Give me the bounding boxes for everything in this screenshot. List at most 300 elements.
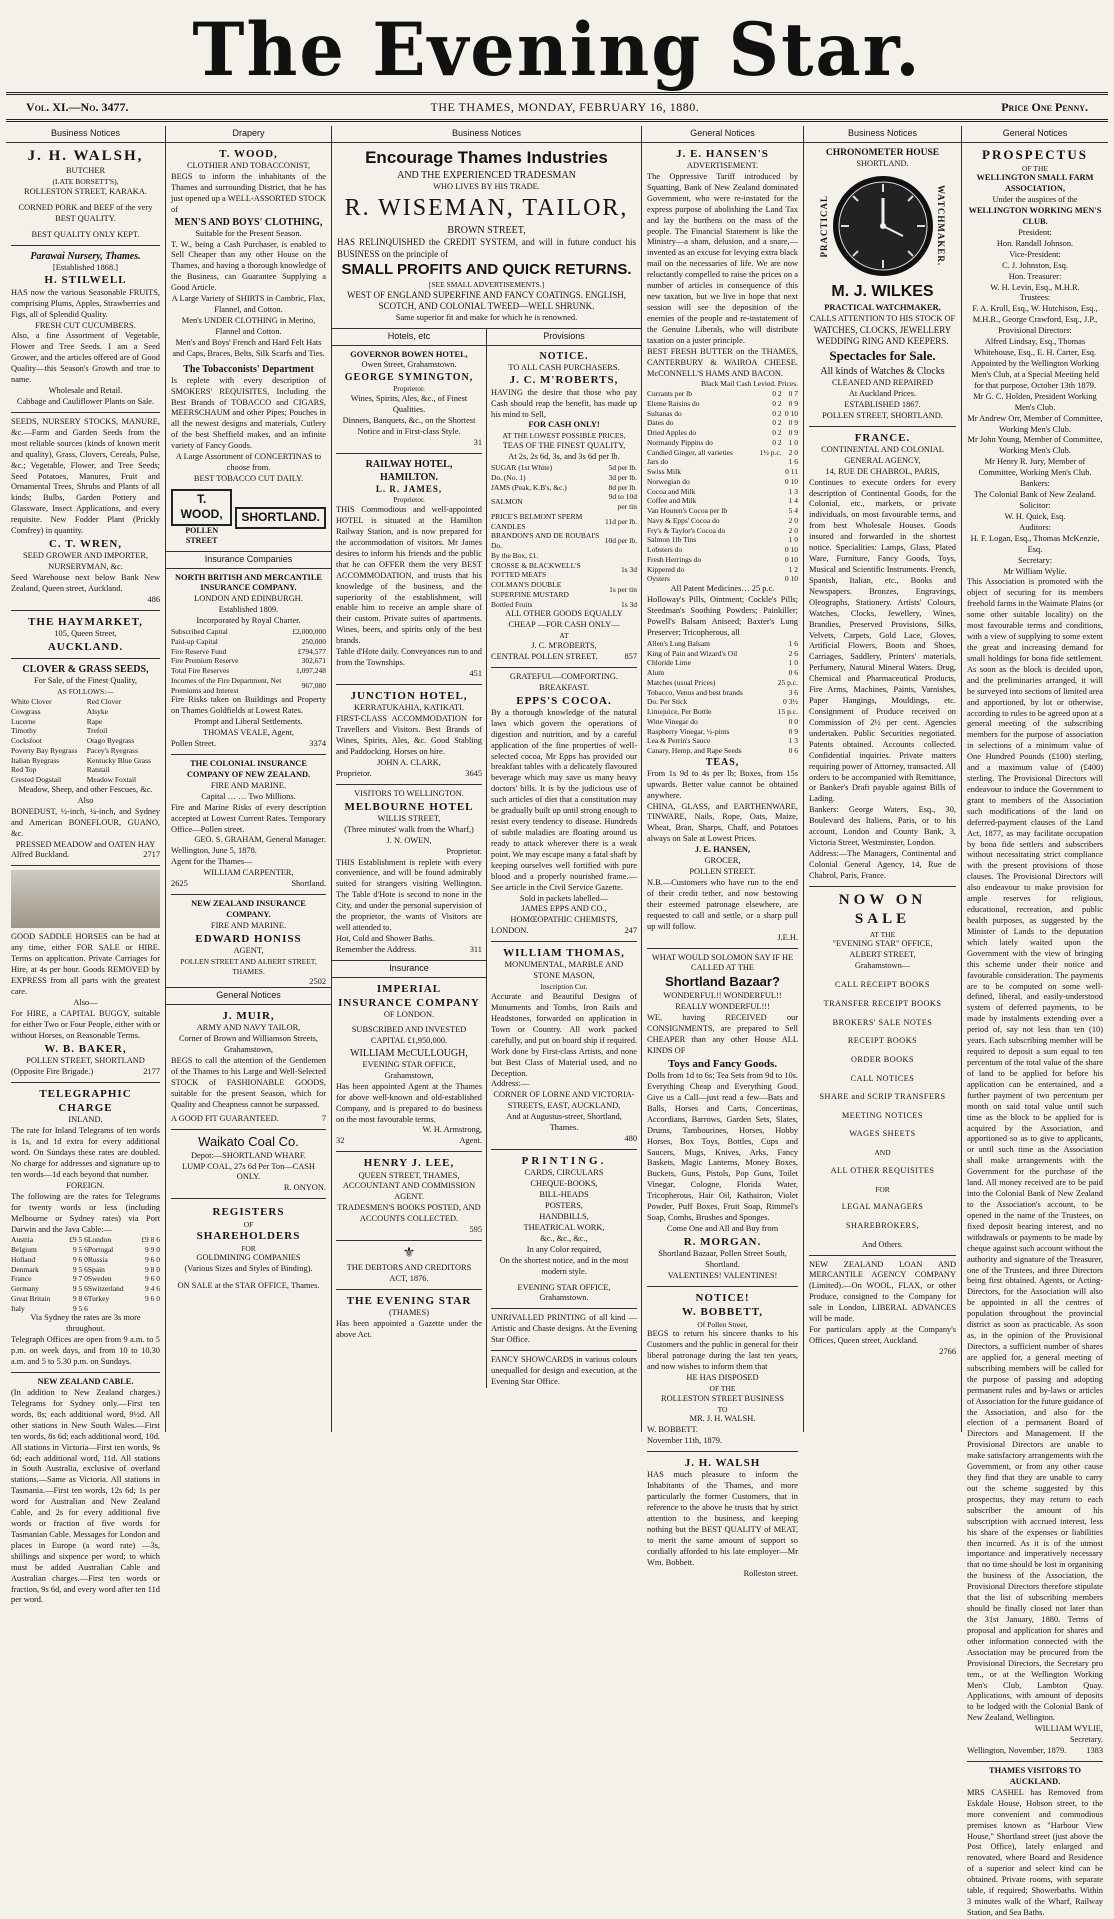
table-row xyxy=(647,506,798,516)
table-cell: 2 0 xyxy=(788,525,798,535)
ad-address: 105, Queen Street, xyxy=(54,629,117,639)
ad-text: Come One and All and Buy from xyxy=(666,1224,779,1233)
divider xyxy=(11,865,160,866)
section-header: Provisions xyxy=(486,329,642,346)
list-item: THEATRICAL WORK, xyxy=(523,1222,605,1232)
ad-body: For particulars apply at the Company's Offices, Queen street, Auckland. xyxy=(809,1325,956,1345)
table-row xyxy=(647,399,798,409)
table-cell: JAMS (Peak, K.B's, &c.) xyxy=(491,482,567,492)
ad-text: AT THE xyxy=(869,929,896,939)
ad-address: QUEEN STREET, THAMES, xyxy=(358,1170,460,1180)
table-cell: Crested Dogstail xyxy=(11,775,62,785)
table-cell: 0 6 xyxy=(788,746,798,756)
table-cell: 0 10 xyxy=(784,408,798,418)
ad-address: Owen Street, Grahamstown. xyxy=(361,360,457,370)
ad-name: MELBOURNE HOTEL xyxy=(344,800,474,813)
divider xyxy=(967,1761,1103,1762)
ad-number: 1383 xyxy=(1086,1746,1103,1756)
ad-number: 857 xyxy=(624,651,637,661)
list-item: SHAREBROKERS, xyxy=(845,1220,920,1230)
ad-body: LUMP COAL, 27s 6d Per Ton—CASH ONLY. xyxy=(182,1161,315,1182)
ad-body: Telegraph Offices are open from 9 a.m. to 5 p.m. on week days, and from 10 to 10.30 a.m. and 5 to 5.30 p.m. on Sundays. xyxy=(11,1335,160,1367)
ad-body: T. W., being a Cash Purchaser, is enabled to Sell Cheaper than any other House on the Thames, and having a thorough knowledge of the Business, can Guarantee Supplying a Good Article. xyxy=(171,239,326,293)
ad-name: L. R. JAMES, xyxy=(375,483,443,494)
table-cell: 5 4 xyxy=(788,506,798,516)
ad-address: WILLIS STREET, xyxy=(377,813,441,823)
table-cell: Matches (usual Prices) xyxy=(647,677,716,687)
divider xyxy=(336,784,482,785)
table-row xyxy=(11,697,160,707)
table-cell: 9 6 0 xyxy=(145,1274,160,1284)
table-cell: Do. (No. 1) xyxy=(491,472,526,482)
table-row xyxy=(491,483,637,493)
ad-title: RAILWAY HOTEL, HAMILTON. xyxy=(365,458,453,483)
ad-text: Wholesale and Retail. xyxy=(48,386,123,396)
ad-subtitle: FIRE AND MARINE. xyxy=(210,920,287,930)
ad-address: Rolleston street. xyxy=(743,1568,798,1578)
north-british-ad xyxy=(171,573,326,750)
table-cell: Fire Reserve Fund xyxy=(171,646,227,656)
list-item: BROKERS' SALE NOTES xyxy=(832,1017,933,1027)
ad-title: WHAT WOULD SOLOMON SAY IF HE CALLED AT THE xyxy=(651,952,794,973)
ad-body: Fire Risks taken on Buildings and Property on Thames Goldfields at Lowest Rates. xyxy=(171,695,326,716)
list-item: modern style. xyxy=(541,1266,587,1276)
ad-name: W. BOBBETT, xyxy=(681,1306,763,1319)
table-row xyxy=(647,389,798,399)
ad-body: The Oppressive Tariff introduced by Squatting, Bank of New Zealand dominated Government, who were re-instated for the express purpose of abolishing the Land Tax and lay the burthens on the mass of the people. The Financial Statement is like the Ministry—a sham, delusion, and a snare,—invented as an excuse for levying extra black mail on the necessaries of life. We are now reluctantly compelled to raise the prices on a number of articles in consequence of this new taxation, but we live in hope that next session will see the deposition of the enemies of the people and re-instatement of the Genuine Liberals, who will distribute taxation on a juster principle. xyxy=(647,171,798,345)
section-header: General Notices xyxy=(166,987,331,1005)
divider xyxy=(171,754,326,755)
table-cell: 0 2 xyxy=(772,418,782,428)
ad-title: REGISTERS xyxy=(212,1206,285,1219)
table-cell: 0 10 xyxy=(784,574,798,584)
list-item: Vice-President: xyxy=(1009,249,1061,259)
ad-text: Remember the Address. xyxy=(336,944,417,954)
table-cell: 0 10 xyxy=(784,476,798,486)
table-row xyxy=(171,656,326,666)
table-row xyxy=(491,531,637,551)
nursery-ad xyxy=(11,250,160,408)
ad-note: [Established 1868.] xyxy=(52,262,119,272)
ad-date: Wellington, November, 1879. xyxy=(967,1746,1067,1756)
ad-text: A GOOD FIT GUARANTEED. xyxy=(171,1113,279,1123)
table-cell: 3 6 xyxy=(788,687,798,697)
officers-list xyxy=(967,228,1103,578)
ad-text: AND xyxy=(874,1148,891,1158)
ad-text: Prompt and Liberal Settlements. xyxy=(194,717,303,727)
table-cell: Norwegian do xyxy=(647,476,690,486)
ad-text: Under the auspices of the xyxy=(992,195,1078,205)
table-cell: Italian Ryegrass xyxy=(11,755,60,765)
ad-body: Dolls from 1d to 6s; Tea Sets from 9d to 10s. Everything Cheap and Everything Good. Give us a Call—just read a few—Bats and Balls, Horses and Carts, Concertinas, Accordians, Barrows, Garden Sets, Slates, Drums, Tambourines, Horses, Hobby Horses, Box Toys, Bottles, Cups and Saucers, Mugs, Knives, Arks, Fancy Baskets, Magic Lanterns, Money Boxes, Buckets, Guns, Pistols, Pop Guns, Toilet Vinegar, Cologne, Florida Water, Tricopherous, Hair Oil, Kathairon, Violet Powder, Puff Boxes, Fruit Soap, Rimmel's Soap, Combs, Brushes and Sponges. xyxy=(647,1071,798,1223)
ad-title: SHAREHOLDERS xyxy=(196,1230,301,1243)
price-list xyxy=(491,463,637,609)
divider xyxy=(11,1082,160,1083)
list-item: H. F. Logan, Esq., Thomas McKenzie, Esq. xyxy=(970,533,1100,554)
crest-icon: ⚜ xyxy=(402,1246,416,1262)
divider xyxy=(491,1308,637,1309)
ad-title: CHRONOMETER HOUSE xyxy=(825,147,940,158)
list-item: TRANSFER RECEIPT BOOKS xyxy=(823,998,942,1008)
ad-body: NEW ZEALAND LOAN AND MERCANTILE AGENCY COMPANY (Limited).—On WOOL, FLAX, or other Produce, consigned to the Company for sale in London, LIBERAL ADVANCES will be made. xyxy=(809,1259,956,1324)
ad-title: VISITORS TO WELLINGTON. xyxy=(354,788,464,798)
ad-title: TELEGRAPHIC CHARGE xyxy=(39,1087,132,1114)
ad-body: Holloway's Pills, Ointment; Cockle's Pills; Steedman's Soothing Powders; Painkiller; Powell's Balsam Aniseed; Baxter's Lung Preserver; Tricopherous, all xyxy=(647,595,798,637)
ad-subtitle: BREAKFAST. xyxy=(539,682,589,692)
ad-address: ROLLESTON STREET, KARAKA. xyxy=(24,186,147,196)
ad-text: (Various Sizes and Styles of Binding). xyxy=(184,1264,313,1274)
table-cell: 1 6 xyxy=(788,638,798,648)
ad-number: 2502 xyxy=(309,976,326,986)
ad-name: EPPS'S COCOA. xyxy=(516,694,612,707)
ad-body: From 1s 9d to 4s per lb; Boxes, from 15s upwards. Better value cannot be obtained anywhere. xyxy=(647,768,798,800)
ad-signature xyxy=(336,1136,482,1147)
divider xyxy=(11,658,160,659)
hansen-price-table-2 xyxy=(647,639,798,756)
sale-list xyxy=(809,980,956,1140)
ad-role: BUTCHER xyxy=(65,166,106,176)
ad-note: AS FOLLOWS:— xyxy=(57,687,114,697)
ad-title: IMPERIAL xyxy=(376,982,442,995)
table-cell: 9 6 0 xyxy=(145,1254,160,1264)
table-cell: Kentucky Blue Grass xyxy=(86,755,151,765)
ad-text: ESTABLISHED 1867. xyxy=(844,399,921,409)
ad-text: Men's and Boys' French and Hard Felt Hats and Caps, Braces, Belts, Silk Scarfs and Ties. xyxy=(172,337,325,358)
ad-body: FANCY SHOWCARDS in various colours unequalled for design and execution, at the Evening Star Office. xyxy=(491,1355,637,1386)
ad-body: MRS CASHEL has Removed from Eskdale House, Hobson street, to the more convenient and commodious premises known as "Harbour View House," Shortland street (just above the Post Office), lately enlarged and renovated, where Board and Residence of a superior and select kind can be obtained. Private rooms, with separate table, if required; Showerbaths. Within 3 minutes walk of the Wharf, Railway Station, and Sea Baths. xyxy=(967,1787,1103,1917)
section-header: Drapery xyxy=(166,126,331,143)
ad-body: HAS much pleasure to inform the Inhabitants of the Thames, and more particularly the former Customers, that in reference to the above he trusts that by strict attention to the business, and keeping nothing but the BEST QUALITY of MEAT, to merit the same amount of support so cordially afforded to his late employer—Mr Wm. Bobbett. xyxy=(647,1470,798,1567)
table-cell: Otago Ryegrass xyxy=(86,736,135,746)
table-cell xyxy=(754,545,782,555)
ad-text: At 2s, 2s 6d, 3s, and 3s 6d per lb. xyxy=(508,452,620,462)
table-cell: Pacey's Ryegrass xyxy=(86,745,138,755)
ad-text: TRADESMEN'S BOOKS POSTED, AND ACCOUNTS COLLECTED. xyxy=(337,1203,481,1224)
table-cell: 0 9 xyxy=(788,418,798,428)
table-cell: Germany xyxy=(11,1284,39,1294)
ad-text: Established 1809. xyxy=(218,605,279,615)
table-cell: 1 3 xyxy=(788,736,798,746)
ad-signature xyxy=(171,1114,326,1125)
table-row xyxy=(647,697,798,707)
section-header: General Notices xyxy=(962,126,1108,143)
ad-subtitle: INLAND. xyxy=(68,1115,103,1125)
table-cell: Paid-up Capital xyxy=(171,636,218,646)
ad-signature xyxy=(11,850,160,861)
table-cell: COLMAN'S DOUBLE SUPERFINE MUSTARD xyxy=(491,580,569,599)
table-cell: Incomes of the Fire Department, Net Premiums and Interest xyxy=(171,675,282,695)
ad-text: Agent for the Thames— xyxy=(171,857,253,867)
ad-signature xyxy=(171,879,326,890)
list-item: Mr G. C. Holden, President Working Men's Club. xyxy=(973,391,1097,412)
ad-signer: THOMAS VEALE, Agent, xyxy=(202,728,295,738)
ad-signature xyxy=(171,739,326,750)
table-cell: 9d to 10d per tin xyxy=(608,492,637,511)
ad-role: HOMŒOPATHIC CHEMISTS, xyxy=(510,915,618,925)
list-item: Mr William Wylie. xyxy=(1003,566,1067,576)
divider xyxy=(491,941,637,942)
ad-title: NOW ON SALE xyxy=(838,891,927,928)
ad-number: 31 xyxy=(473,437,482,447)
table-row xyxy=(647,668,798,678)
table-cell xyxy=(754,487,782,497)
ad-title: PRINTING. xyxy=(521,1154,607,1167)
table-cell: Lucerne xyxy=(11,716,36,726)
ad-text: ALL OTHER GOODS EQUALLY CHEAP —FOR CASH ONLY— xyxy=(505,609,623,630)
table-row xyxy=(491,561,637,581)
haymarket-ad xyxy=(11,615,160,861)
ad-role: MONUMENTAL, MARBLE AND STONE MASON, xyxy=(504,960,624,981)
table-cell: 0 6 xyxy=(788,668,798,678)
ad-note: [SEE SMALL ADVERTISEMENTS.] xyxy=(428,279,545,289)
table-row xyxy=(647,678,798,688)
table-cell: Rape xyxy=(86,716,103,726)
seeds-ad xyxy=(11,417,160,606)
table-cell: 0 2 xyxy=(772,398,782,408)
table-row xyxy=(171,666,326,676)
ad-title: NORTH BRITISH AND MERCANTILE INSURANCE COMPANY. xyxy=(175,572,322,593)
ad-role: Agent. xyxy=(459,1136,482,1146)
table-cell: Limejuice, Per Bottle xyxy=(647,707,712,717)
ad-body: This Association is promoted with the object of securing for its members freehold farms in the Waimate Plains (or some other suitable locality) on the most favourable terms and conditions, with a view of supplying to some extent the great and increasing demand for small holdings for bona fide settlement. As soon as the block is decided upon, and the preliminaries arranged, it will be surveyed into sections of limited area and apportioned, by lot or otherwise, according to rules to be agreed upon at a general meeting of the subscribing members for the purpose of association in selections of a minimum value of One Hundred Pounds (£100) sterling, and a maximum value of (£400) sterling. The Provisional Directors will endeavour to induce the Government to grant to members of the Association such modifications of the land on deferred-payment clauses of the Land Act, 1877, as may facilitate occupation by bona fide settlers and subscribers without necessitating strict compliance with the present provisions of those clauses. The Provisional Directors will also endeavour to make provision for ample reserves for religious, educational, recreation, and public health purposes, as suggested by the Minister of Lands to the deputation which lately waited upon the Government with the view of bringing this scheme under their notice and favourable consideration. The payments are to be computed on some well-defined, liberal, and easily-understood system of deferred payments, to be made by instalments extending over a period of, say not less than ten (10) years. Each subscribing member will be required to deposit a sum equal to ten percentum of the total value of the share of land to be applied for before his application can be entertained, and a further payment of two percentum per month on said total value until such time as the block to be applied for is acquired by the Association, and apportioned so as to give to applicants, or until such time as the Association shall make arrangements with the Government for the purchase of the land. All money received are to be paid into the Colonial Bank of New Zealand to the Association's account, to be opened in the name of the Trustees, on fixed deposit bearing interest, and no withdrawals or payments to be made by cheque against such account without the authority and signature of the Treasurer, one of the Trustees, and three Directors being first obtained. Agents, or Acting-Directors, for the Association will also be appointed in all the centres of population throughout the provincial district as soon as practicable. As soon as, in the opinion of the Provisional Directors, a sufficient number of shares are applied for, a general meeting of subscribing members will be called for the purpose of passing and adopting permanent rules and by-laws or articles of Association for the future guidance of the Association, and also for the election of a permanent Board of Directors and Management. If the Provisional Directors are unable to make satisfactory arrangements with the Government, or from any other cause they find that they are unable to carry out the scheme suggested by this prospectus, they may return to each subscriber the amount of his subscription with accrued interest, less his share of the expenses or liabilities then incurred. As it is of the utmost importance and imperatively necessary that no time should be lost in organising the business of the Association, the Provisional Directors therefore stipulate that the list of subscribing members should be finally closed not later than the 31st January, 1880. Terms of proposal and application for shares and other information connected with the Association may be procured from the Provisional Directors, the Secretary pro tem., or at the Wellington Working Men's Club, Lambton Quay. Applications, with amount of deposits to be lodged with the Colonial Bank of New Zealand, Wellington. xyxy=(967,577,1103,1723)
ad-name: J. C. M'ROBERTS, xyxy=(509,374,619,387)
ad-text: WEST OF ENGLAND SUPERFINE AND FANCY COATINGS. ENGLISH, SCOTCH, AND COLONIAL TWEED—WELL SHRUNK. xyxy=(346,289,627,312)
table-row xyxy=(647,487,798,497)
masthead xyxy=(6,6,1108,92)
table-cell: Cocksfoot xyxy=(11,736,42,746)
list-item: RECEIPT BOOKS xyxy=(847,1036,918,1046)
table-row xyxy=(647,516,798,526)
colonial-insurance-ad xyxy=(171,759,326,890)
table-cell: Total Fire Reserves xyxy=(171,666,230,676)
list-item: CALL NOTICES xyxy=(850,1073,915,1083)
table-cell: 1 0 xyxy=(788,437,798,447)
table-row xyxy=(647,658,798,668)
ad-name: J. MUIR, xyxy=(222,1010,275,1023)
table-cell: 9 5 6 xyxy=(72,1284,88,1294)
table-cell: Denmark xyxy=(11,1264,39,1274)
ad-name: J. E. HANSEN'S xyxy=(676,147,769,160)
ad-name: R. WISEMAN, TAILOR, xyxy=(344,194,629,221)
ad-name: C. T. WREN, xyxy=(48,538,123,551)
ad-body: HAS now the various Seasonable FRUITS, comprising Plums, Apples, Strawberries and Figs, all of Splendid Quality. xyxy=(11,287,160,319)
ad-text: And Others. xyxy=(862,1239,903,1249)
ad-signer: R. ONYON. xyxy=(283,1183,326,1193)
table-row xyxy=(491,463,637,473)
ad-address: Pollen Street. xyxy=(171,739,217,749)
table-cell: Salmon 1lb Tins xyxy=(647,535,697,545)
table-cell: Lea & Perrin's Sauce xyxy=(647,736,711,746)
table-row xyxy=(11,1235,160,1245)
table-cell: £794,577 xyxy=(297,646,326,656)
ad-text: A Large Assortment of CONCERTINAS to choose from. xyxy=(175,452,322,473)
ad-signature xyxy=(336,945,482,956)
list-item: President: xyxy=(1018,227,1052,237)
column-6 xyxy=(962,126,1108,1917)
divider xyxy=(491,1149,637,1150)
table-cell: Sweden xyxy=(87,1274,112,1284)
table-cell: Coffee and Milk xyxy=(647,496,697,506)
table-row xyxy=(647,707,798,717)
table-cell: White Clover xyxy=(11,697,52,707)
table-cell: 1s 3d xyxy=(620,599,637,609)
table-cell: 9 4 6 xyxy=(145,1284,160,1294)
table-cell xyxy=(754,467,782,477)
ad-number: 3645 xyxy=(465,768,482,778)
table-row xyxy=(647,649,798,659)
ad-text: VALENTINES! VALENTINES! xyxy=(667,1271,778,1281)
table-cell: 1 0 xyxy=(788,658,798,668)
ad-signer: W. BOBBETT. xyxy=(647,1425,698,1435)
table-cell: 0 2 xyxy=(772,428,782,438)
table-cell: Bottled Fruits xyxy=(491,599,533,609)
ad-text: All kinds of Watches & Clocks xyxy=(820,365,945,377)
ad-body: THIS Establishment is replete with every convenience, and will be found admirably suited for strangers visiting Wellington. The Table d'Hote is second to none in the City, and under the personal supervision of the proprietor, the wants of Visitors are well attended to. xyxy=(336,857,482,933)
ad-role: Proprietor. xyxy=(336,768,372,778)
horse-and-buggy-illustration xyxy=(11,870,160,928)
ad-title: CLOVER & GRASS SEEDS, xyxy=(22,664,149,676)
ad-number: 595 xyxy=(469,1225,482,1235)
table-cell: Van Houten's Cocoa per lb xyxy=(647,506,728,516)
table-row xyxy=(647,526,798,536)
table-cell xyxy=(135,1304,160,1314)
table-row xyxy=(11,717,160,727)
table-cell: Do. Per Stick xyxy=(647,697,688,707)
ad-text: (Three minutes' walk from the Wharf,) xyxy=(344,824,474,834)
table-row xyxy=(647,409,798,419)
ad-role: Proprietor. xyxy=(393,495,425,505)
list-item: LEGAL MANAGERS xyxy=(841,1202,924,1212)
list-item: CARDS, CIRCULARS xyxy=(524,1168,604,1178)
table-row xyxy=(11,746,160,756)
table-cell xyxy=(754,565,782,575)
volume-number: Vol. XI.—No. 3477. xyxy=(26,99,129,114)
table-cell: Normandy Pippins do xyxy=(647,437,713,447)
table-cell: Red Clover xyxy=(86,697,122,707)
sign-text: SHORTLAND. xyxy=(235,507,326,529)
ad-body: BEGS to return his sincere thanks to his Customers and the public in general for their liberal patronage during the last ten years, and now wishes to inform them that xyxy=(647,1329,798,1372)
ad-text: PRESSED MEADOW and OATEN HAY xyxy=(15,839,156,849)
ad-subtitle: TO ALL CASH PURCHASERS. xyxy=(508,362,620,372)
table-cell: £9 8 6 xyxy=(141,1235,160,1245)
ad-address: LONDON. xyxy=(491,926,529,936)
table-cell: 250,000 xyxy=(301,636,326,646)
ad-role: ARMY AND NAVY TAILOR, xyxy=(196,1023,301,1033)
divider xyxy=(11,245,160,246)
table-cell: 9 5 6 xyxy=(72,1303,88,1313)
ad-number: 3374 xyxy=(309,739,326,749)
ad-address: SHORTLAND. xyxy=(856,159,909,169)
ad-text: OF THE xyxy=(1022,163,1048,173)
ad-note: Inscription Cut. xyxy=(540,982,588,992)
ad-title: NEW ZEALAND INSURANCE COMPANY. xyxy=(191,899,306,919)
ad-address: POLLEN STREET, SHORTLAND. xyxy=(822,410,943,420)
ad-role: ACCOUNTANT AND COMMISSION AGENT. xyxy=(342,1181,476,1202)
list-item: &c., &c., &c., xyxy=(540,1233,588,1243)
ad-text: FOR xyxy=(241,1243,256,1253)
ad-address: BROWN STREET, xyxy=(447,224,526,236)
ad-role: CLOTHIER AND TOBACCONIST, xyxy=(186,160,311,170)
table-row xyxy=(171,676,326,696)
table-cell: BRANDON'S AND DE ROUBAI'S Do. xyxy=(491,531,600,550)
issue-price: Price One Penny. xyxy=(1001,99,1088,114)
ad-body: CHINA, GLASS, and EARTHENWARE, TINWARE, Nails, Rope, Oats, Maize, Wheat, Bran, Sharps, Chaff, and Potatoes always on Sale at Lowest Prices. xyxy=(647,801,798,844)
divider xyxy=(11,412,160,413)
table-cell: Switzerland xyxy=(87,1284,124,1294)
table-cell: 0 9 xyxy=(788,398,798,408)
list-item: Solicitor: xyxy=(1019,500,1051,510)
table-cell: 9 5 6 xyxy=(72,1264,88,1274)
ad-text: TEAS OF THE FINEST QUALITY, xyxy=(502,441,626,451)
table-cell: Dried Apples do xyxy=(647,428,697,438)
table-row xyxy=(647,736,798,746)
ad-signer: Alfred Buckland. xyxy=(11,850,70,860)
ad-title: NEW ZEALAND CABLE. xyxy=(37,1377,134,1387)
ad-name: WELLINGTON SMALL FARM ASSOCIATION, xyxy=(976,173,1094,194)
table-cell: Raspberry Vinegar, ½-pints xyxy=(647,726,730,736)
ad-address: CORNER OF LORNE AND VICTORIA-STREETS, EAST, AUCKLAND, xyxy=(493,1090,635,1111)
table-row xyxy=(171,627,326,637)
ad-subtitle: OF LONDON. xyxy=(383,1010,435,1020)
ad-name: GEORGE SYMINGTON, xyxy=(344,372,474,384)
ad-title: Parawai Nursery, Thames. xyxy=(30,250,141,262)
table-row xyxy=(647,477,798,487)
ad-body: WE, having RECEIVED our CONSIGNMENTS, are prepared to Sell CHEAPER than any other House ALL KINDS OF xyxy=(647,1013,798,1055)
ad-text: Address:— xyxy=(491,1079,530,1089)
table-cell: 11d per lb. xyxy=(604,516,637,526)
ad-text: AT THE LOWEST POSSIBLE PRICES, xyxy=(502,431,626,441)
list-item: Hon. Randall Johnson. xyxy=(996,238,1074,248)
table-cell xyxy=(754,506,782,516)
table-cell: King of Pain and Wizard's Oil xyxy=(647,648,738,658)
table-cell: By the Box, £1. xyxy=(491,550,539,560)
ad-address: Grahamstown. xyxy=(539,1293,589,1303)
ad-number: 2625 xyxy=(171,879,188,889)
ad-name: J. C. M'ROBERTS, xyxy=(531,640,597,650)
table-row xyxy=(491,551,637,561)
ad-address: Seed Warehouse next below Bank New Zealand, Queen street, Auckland. xyxy=(11,573,160,594)
table-cell: 15 p.c. xyxy=(777,707,798,717)
table-cell: 1½ p.c. xyxy=(759,447,782,457)
wiseman-tailor-ad xyxy=(337,147,636,324)
column-3b xyxy=(487,329,641,1388)
ad-address: And at Augustus-street, Shortland, Thames. xyxy=(506,1112,622,1133)
divider xyxy=(171,1198,326,1199)
ad-address: EVENING STAR OFFICE, xyxy=(517,1282,611,1292)
ad-role: Proprietor. xyxy=(393,384,425,394)
ad-body: GOOD SADDLE HORSES can be had at any time, either FOR SALE or HIRE. Terms on application. Private Carriages for Hire, at 4s per hour. Goods REMOVED by EXPRESS from all parts with the greatest care. xyxy=(11,932,160,996)
table-row xyxy=(11,707,160,717)
table-cell: Italy xyxy=(11,1303,25,1313)
divider xyxy=(809,886,956,887)
telegraph-notice xyxy=(11,1087,160,1368)
ad-text: BEST TOBACCO CUT DAILY. xyxy=(193,473,304,483)
ad-text: OF xyxy=(243,1219,254,1229)
ad-name: J. H. WALSH xyxy=(684,1457,761,1470)
ad-text: AT xyxy=(559,631,569,641)
table-cell: 1 0 xyxy=(788,535,798,545)
ad-heading: MEN'S AND BOYS' CLOTHING, xyxy=(174,216,323,228)
ad-name: J. N. OWEN, xyxy=(386,835,432,845)
table-row xyxy=(11,736,160,746)
ad-address: Corner of Brown and Williamson Streets, Grahamstown, xyxy=(178,1034,319,1055)
ad-text: Also— xyxy=(73,997,98,1007)
table-cell: 8d per lb. xyxy=(608,482,637,492)
section-header: General Notices xyxy=(642,126,803,143)
ad-address: Depot:—SHORTLAND WHARF. xyxy=(191,1150,306,1160)
ad-text: TO xyxy=(717,1404,728,1414)
ad-signature xyxy=(336,769,482,780)
